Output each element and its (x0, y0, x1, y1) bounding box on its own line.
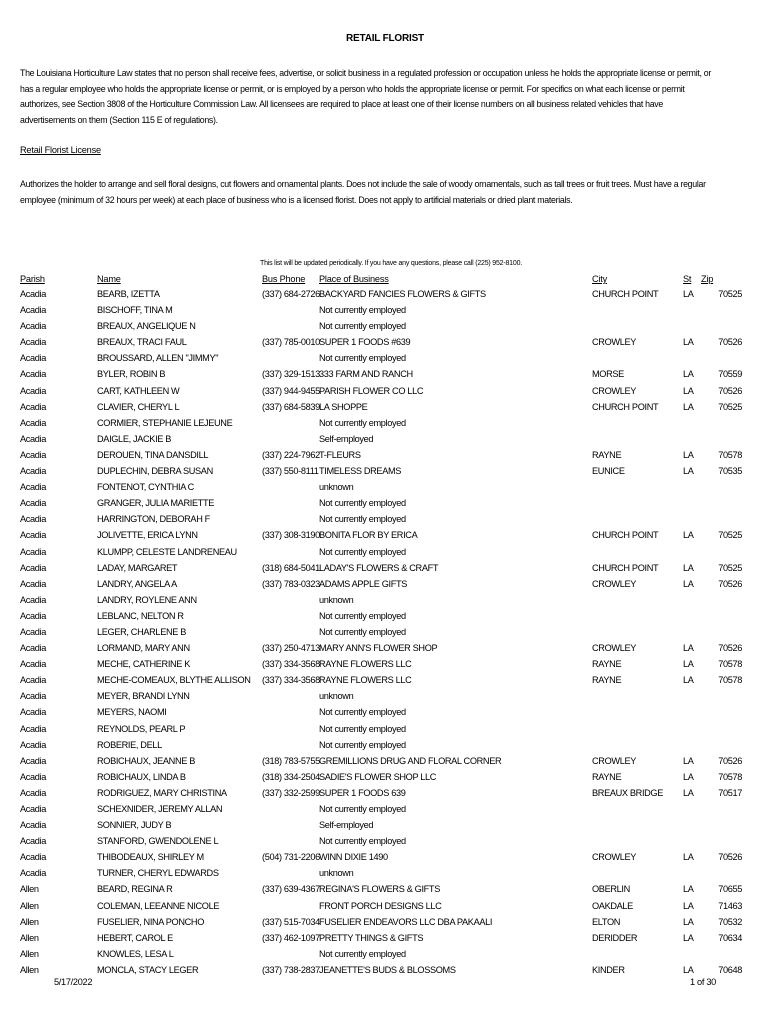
cell-city: OAKDALE (592, 900, 633, 911)
section-description: Authorizes the holder to arrange and sell floral designs, cut flowers and ornamental plants. Does not include the sale of woody ornamentals, such as tall trees or fruit trees. Must have a regular employee (minimum of 32 hours per week) at each place of business who is a licensed florist. Does not apply to artificial materials or dried plant materials. (20, 179, 706, 205)
table-row (0, 578, 770, 594)
cell-zip: 70578 (718, 771, 742, 782)
cell-parish: Acadia (20, 868, 46, 879)
cell-zip: 70634 (718, 932, 742, 943)
cell-parish: Acadia (20, 385, 46, 396)
cell-zip: 70526 (718, 578, 742, 589)
cell-phone: (337) 334-3568 (262, 675, 320, 686)
cell-name: ROBERIE, DELL (97, 739, 162, 750)
table-row (0, 497, 770, 513)
cell-name: DAIGLE, JACKIE B (97, 433, 172, 444)
cell-parish: Acadia (20, 787, 46, 798)
cell-name: SCHEXNIDER, JEREMY ALLAN (97, 804, 223, 814)
cell-zip: 70578 (718, 659, 742, 670)
table-row (0, 546, 770, 562)
cell-zip: 70526 (718, 385, 742, 396)
cell-name: LANDRY, ROYLENE ANN (97, 594, 197, 605)
cell-name: BREAUX, TRACI FAUL (97, 337, 187, 348)
cell-zip: 70559 (718, 369, 742, 380)
cell-name: RODRIGUEZ, MARY CHRISTINA (97, 787, 227, 798)
cell-zip: 70525 (718, 562, 742, 573)
cell-phone: (318) 684-5041 (262, 562, 320, 573)
table-row (0, 723, 770, 739)
cell-zip: 70532 (718, 916, 742, 927)
cell-name: BROUSSARD, ALLEN "JIMMY" (97, 353, 219, 364)
cell-name: FUSELIER, NINA PONCHO (97, 916, 205, 927)
cell-city: CHURCH POINT (592, 530, 659, 541)
cell-phone: (337) 684-2726 (262, 289, 320, 299)
cell-parish: Acadia (20, 305, 46, 316)
cell-name: KNOWLES, LESA L (97, 948, 174, 959)
cell-parish: Allen (20, 916, 39, 927)
cell-city: CROWLEY (592, 385, 637, 396)
cell-city: RAYNE (592, 449, 622, 460)
cell-name: CLAVIER, CHERYL L (97, 401, 180, 412)
cell-zip: 70517 (718, 787, 742, 798)
cell-parish: Acadia (20, 804, 46, 814)
header-place: Place of Business (319, 274, 389, 284)
cell-phone: (337) 332-2599 (262, 787, 320, 798)
cell-st: LA (683, 401, 694, 412)
cell-st: LA (683, 289, 694, 299)
cell-city: CROWLEY (592, 337, 637, 348)
table-row (0, 385, 770, 401)
table-row (0, 336, 770, 352)
cell-city: RAYNE (592, 659, 622, 670)
cell-place: RAYNE FLOWERS LLC (319, 675, 412, 686)
cell-place: Not currently employed (319, 836, 406, 847)
cell-city: CROWLEY (592, 852, 637, 863)
cell-st: LA (683, 755, 694, 766)
table-row (0, 867, 770, 883)
cell-place: Not currently employed (319, 804, 406, 814)
cell-st: LA (683, 964, 694, 975)
cell-place: SUPER 1 FOODS 639 (319, 787, 406, 798)
footer-date: 5/17/2022 (54, 977, 93, 987)
cell-place: Self-employed (319, 433, 374, 444)
cell-st: LA (683, 900, 694, 911)
cell-place: FUSELIER ENDEAVORS LLC DBA PAKAALI (319, 916, 493, 927)
cell-parish: Acadia (20, 530, 46, 541)
cell-place: BACKYARD FANCIES FLOWERS & GIFTS (319, 289, 486, 299)
cell-name: HEBERT, CAROL E (97, 932, 173, 943)
cell-parish: Acadia (20, 836, 46, 847)
table-row (0, 690, 770, 706)
table-row (0, 787, 770, 803)
cell-name: MECHE, CATHERINE K (97, 659, 191, 670)
cell-name: KLUMPP, CELESTE LANDRENEAU (97, 546, 237, 557)
cell-phone: (337) 783-0323 (262, 578, 320, 589)
cell-name: MECHE-COMEAUX, BLYTHE ALLISON (97, 675, 251, 686)
cell-name: BEARB, IZETTA (97, 289, 160, 299)
cell-phone: (337) 738-2837 (262, 964, 320, 975)
cell-parish: Acadia (20, 594, 46, 605)
cell-zip: 70526 (718, 337, 742, 348)
table-row (0, 771, 770, 787)
cell-name: STANFORD, GWENDOLENE L (97, 836, 219, 847)
cell-place: Not currently employed (319, 353, 406, 364)
cell-place: Not currently employed (319, 948, 406, 959)
cell-place: Not currently employed (319, 498, 406, 509)
table-row (0, 368, 770, 384)
cell-parish: Acadia (20, 755, 46, 766)
table-row (0, 433, 770, 449)
table-row (0, 803, 770, 819)
cell-name: CART, KATHLEEN W (97, 385, 180, 396)
cell-place: Not currently employed (319, 707, 406, 718)
cell-place: FRONT PORCH DESIGNS LLC (319, 900, 442, 911)
license-table (0, 288, 770, 980)
cell-st: LA (683, 369, 694, 380)
header-parish: Parish (20, 274, 45, 284)
cell-name: BISCHOFF, TINA M (97, 305, 173, 316)
cell-phone: (337) 224-7962 (262, 449, 320, 460)
cell-place: Not currently employed (319, 305, 406, 316)
cell-place: ADAMS APPLE GIFTS (319, 578, 407, 589)
table-row (0, 320, 770, 336)
cell-zip: 70525 (718, 289, 742, 299)
cell-st: LA (683, 852, 694, 863)
table-row (0, 626, 770, 642)
cell-st: LA (683, 771, 694, 782)
cell-place: Not currently employed (319, 723, 406, 734)
cell-place: SUPER 1 FOODS #639 (319, 337, 411, 348)
update-note: This list will be updated periodically. If you have any questions, please call (225) 952-8100. (260, 260, 523, 267)
cell-zip: 70655 (718, 884, 742, 895)
table-row (0, 562, 770, 578)
cell-parish: Allen (20, 932, 39, 943)
table-row (0, 594, 770, 610)
cell-phone: (337) 684-5839 (262, 401, 320, 412)
cell-place: 333 FARM AND RANCH (319, 369, 413, 380)
cell-parish: Acadia (20, 433, 46, 444)
cell-parish: Allen (20, 900, 39, 911)
cell-place: LA SHOPPE (319, 401, 368, 412)
header-st: St (683, 274, 692, 284)
cell-phone: (337) 462-1097 (262, 932, 320, 943)
cell-name: JOLIVETTE, ERICA LYNN (97, 530, 198, 541)
cell-parish: Acadia (20, 675, 46, 686)
cell-place: unknown (319, 868, 354, 879)
cell-name: MEYER, BRANDI LYNN (97, 691, 190, 702)
cell-place: Not currently employed (319, 626, 406, 637)
cell-place: LADAY'S FLOWERS & CRAFT (319, 562, 439, 573)
cell-zip: 70535 (718, 466, 742, 477)
cell-st: LA (683, 916, 694, 927)
cell-name: LORMAND, MARY ANN (97, 643, 190, 654)
cell-parish: Acadia (20, 289, 46, 299)
cell-parish: Allen (20, 964, 39, 975)
table-row (0, 739, 770, 755)
table-row (0, 401, 770, 417)
cell-name: MEYERS, NAOMI (97, 707, 167, 718)
cell-st: LA (683, 787, 694, 798)
cell-parish: Acadia (20, 707, 46, 718)
header-bus-phone: Bus Phone (262, 274, 306, 284)
table-row (0, 529, 770, 545)
cell-parish: Acadia (20, 626, 46, 637)
cell-name: LADAY, MARGARET (97, 562, 178, 573)
cell-st: LA (683, 884, 694, 895)
cell-place: GREMILLIONS DRUG AND FLORAL CORNER (319, 755, 502, 766)
cell-parish: Acadia (20, 466, 46, 477)
cell-place: unknown (319, 691, 354, 702)
table-row (0, 417, 770, 433)
cell-zip: 70525 (718, 530, 742, 541)
intro-paragraph: The Louisiana Horticulture Law states that no person shall receive fees, advertise, or solicit business in a regulated profession or occupation unless he holds the appropriate license or permit, or has a regular employee who holds the appropriate license or permit, or is employed by a person who holds the appropriate license or permit. For specifics on what each license or permit authorizes, see Section 3808 of the Horticulture Commission Law. All licensees are required to place at least one of their license numbers on all business related vehicles that have advertisements on them (Section 115 E of regulations). (20, 68, 712, 125)
cell-name: TURNER, CHERYL EDWARDS (97, 868, 219, 879)
table-row (0, 916, 770, 932)
table-row (0, 288, 770, 304)
cell-parish: Acadia (20, 337, 46, 348)
cell-city: CROWLEY (592, 643, 637, 654)
header-name: Name (97, 274, 121, 284)
cell-parish: Acadia (20, 498, 46, 509)
cell-city: ELTON (592, 916, 621, 927)
cell-name: FONTENOT, CYNTHIA C (97, 482, 194, 493)
cell-parish: Acadia (20, 820, 46, 831)
cell-city: KINDER (592, 964, 625, 975)
header-zip: Zip (701, 274, 714, 284)
cell-name: LEBLANC, NELTON R (97, 610, 184, 621)
cell-city: CHURCH POINT (592, 289, 659, 299)
table-row (0, 964, 770, 980)
cell-phone: (318) 783-5755 (262, 755, 320, 766)
cell-parish: Allen (20, 884, 39, 895)
table-row (0, 883, 770, 899)
cell-zip: 70526 (718, 643, 742, 654)
cell-zip: 70526 (718, 755, 742, 766)
cell-phone: (504) 731-2206 (262, 852, 320, 863)
cell-name: ROBICHAUX, LINDA B (97, 771, 186, 782)
cell-phone: (337) 550-8111 (262, 466, 319, 477)
cell-parish: Acadia (20, 643, 46, 654)
cell-st: LA (683, 449, 694, 460)
cell-place: Not currently employed (319, 321, 406, 332)
cell-st: LA (683, 337, 694, 348)
cell-place: Not currently employed (319, 417, 406, 428)
cell-place: TIMELESS DREAMS (319, 466, 402, 477)
cell-zip: 70525 (718, 401, 742, 412)
cell-place: PRETTY THINGS & GIFTS (319, 932, 424, 943)
cell-parish: Acadia (20, 449, 46, 460)
cell-name: BYLER, ROBIN B (97, 369, 166, 380)
cell-parish: Acadia (20, 546, 46, 557)
cell-city: BREAUX BRIDGE (592, 787, 664, 798)
cell-parish: Allen (20, 948, 39, 959)
cell-parish: Acadia (20, 369, 46, 380)
cell-parish: Acadia (20, 321, 46, 332)
cell-place: Not currently employed (319, 739, 406, 750)
cell-st: LA (683, 643, 694, 654)
cell-st: LA (683, 385, 694, 396)
table-row (0, 674, 770, 690)
cell-zip: 70578 (718, 449, 742, 460)
cell-parish: Acadia (20, 739, 46, 750)
cell-name: REYNOLDS, PEARL P (97, 723, 186, 734)
cell-city: MORSE (592, 369, 624, 380)
cell-st: LA (683, 530, 694, 541)
cell-phone: (337) 250-4713 (262, 643, 320, 654)
cell-name: DUPLECHIN, DEBRA SUSAN (97, 466, 213, 477)
cell-place: WINN DIXIE 1490 (319, 852, 388, 863)
cell-city: EUNICE (592, 466, 625, 477)
cell-name: MONCLA, STACY LEGER (97, 964, 199, 975)
cell-place: unknown (319, 594, 354, 605)
cell-city: RAYNE (592, 675, 622, 686)
cell-parish: Acadia (20, 659, 46, 670)
cell-zip: 70526 (718, 852, 742, 863)
section-title: Retail Florist License (20, 145, 101, 155)
cell-parish: Acadia (20, 353, 46, 364)
cell-zip: 70648 (718, 964, 742, 975)
cell-city: CHURCH POINT (592, 401, 659, 412)
cell-place: RAYNE FLOWERS LLC (319, 659, 412, 670)
cell-parish: Acadia (20, 723, 46, 734)
table-row (0, 755, 770, 771)
header-city: City (592, 274, 608, 284)
cell-zip: 71463 (718, 900, 742, 911)
cell-st: LA (683, 675, 694, 686)
cell-name: ROBICHAUX, JEANNE B (97, 755, 196, 766)
cell-phone: (337) 785-0010 (262, 337, 320, 348)
cell-parish: Acadia (20, 417, 46, 428)
cell-st: LA (683, 466, 694, 477)
cell-name: HARRINGTON, DEBORAH F (97, 514, 210, 525)
cell-city: RAYNE (592, 771, 622, 782)
cell-place: Not currently employed (319, 546, 406, 557)
table-row (0, 449, 770, 465)
table-row (0, 513, 770, 529)
table-row (0, 304, 770, 320)
cell-name: CORMIER, STEPHANIE LEJEUNE (97, 417, 233, 428)
cell-phone: (318) 334-2504 (262, 771, 320, 782)
table-row (0, 851, 770, 867)
cell-parish: Acadia (20, 771, 46, 782)
cell-name: LEGER, CHARLENE B (97, 626, 187, 637)
table-row (0, 465, 770, 481)
cell-parish: Acadia (20, 514, 46, 525)
cell-place: PARISH FLOWER CO LLC (319, 385, 424, 396)
table-row (0, 932, 770, 948)
cell-city: CHURCH POINT (592, 562, 659, 573)
cell-place: T-FLEURS (319, 449, 361, 460)
cell-parish: Acadia (20, 852, 46, 863)
cell-parish: Acadia (20, 610, 46, 621)
cell-city: DERIDDER (592, 932, 638, 943)
table-row (0, 642, 770, 658)
cell-parish: Acadia (20, 401, 46, 412)
cell-name: BEARD, REGINA R (97, 884, 173, 895)
cell-phone: (337) 515-7034 (262, 916, 320, 927)
cell-place: Not currently employed (319, 514, 406, 525)
cell-zip: 70578 (718, 675, 742, 686)
cell-city: CROWLEY (592, 578, 637, 589)
cell-city: OBERLIN (592, 884, 630, 895)
cell-place: Not currently employed (319, 610, 406, 621)
cell-name: SONNIER, JUDY B (97, 820, 172, 831)
cell-place: BONITA FLOR BY ERICA (319, 530, 418, 541)
table-row (0, 819, 770, 835)
cell-parish: Acadia (20, 691, 46, 702)
cell-st: LA (683, 562, 694, 573)
cell-city: CROWLEY (592, 755, 637, 766)
cell-st: LA (683, 578, 694, 589)
table-row (0, 610, 770, 626)
cell-place: SADIE'S FLOWER SHOP LLC (319, 771, 437, 782)
cell-place: unknown (319, 482, 354, 493)
table-row (0, 948, 770, 964)
cell-place: Self-employed (319, 820, 374, 831)
cell-name: THIBODEAUX, SHIRLEY M (97, 852, 204, 863)
cell-parish: Acadia (20, 562, 46, 573)
table-row (0, 481, 770, 497)
cell-place: REGINA'S FLOWERS & GIFTS (319, 884, 440, 895)
cell-name: COLEMAN, LEEANNE NICOLE (97, 900, 220, 911)
cell-name: LANDRY, ANGELA A (97, 578, 177, 589)
cell-parish: Acadia (20, 578, 46, 589)
cell-phone: (337) 944-9455 (262, 385, 320, 396)
cell-st: LA (683, 659, 694, 670)
cell-name: DEROUEN, TINA DANSDILL (97, 449, 209, 460)
table-row (0, 352, 770, 368)
table-row (0, 835, 770, 851)
cell-phone: (337) 334-3568 (262, 659, 320, 670)
cell-phone: (337) 308-3190 (262, 530, 320, 541)
cell-phone: (337) 639-4367 (262, 884, 320, 895)
cell-name: GRANGER, JULIA MARIETTE (97, 498, 215, 509)
table-row (0, 658, 770, 674)
cell-phone: (337) 329-1513 (262, 369, 320, 380)
footer-page-number: 1 of 30 (690, 977, 716, 987)
cell-place: MARY ANN'S FLOWER SHOP (319, 643, 438, 654)
cell-name: BREAUX, ANGELIQUE N (97, 321, 196, 332)
cell-parish: Acadia (20, 482, 46, 493)
cell-st: LA (683, 932, 694, 943)
table-row (0, 900, 770, 916)
cell-place: JEANETTE'S BUDS & BLOSSOMS (319, 964, 456, 975)
page-title: RETAIL FLORIST (346, 33, 424, 44)
table-row (0, 706, 770, 722)
